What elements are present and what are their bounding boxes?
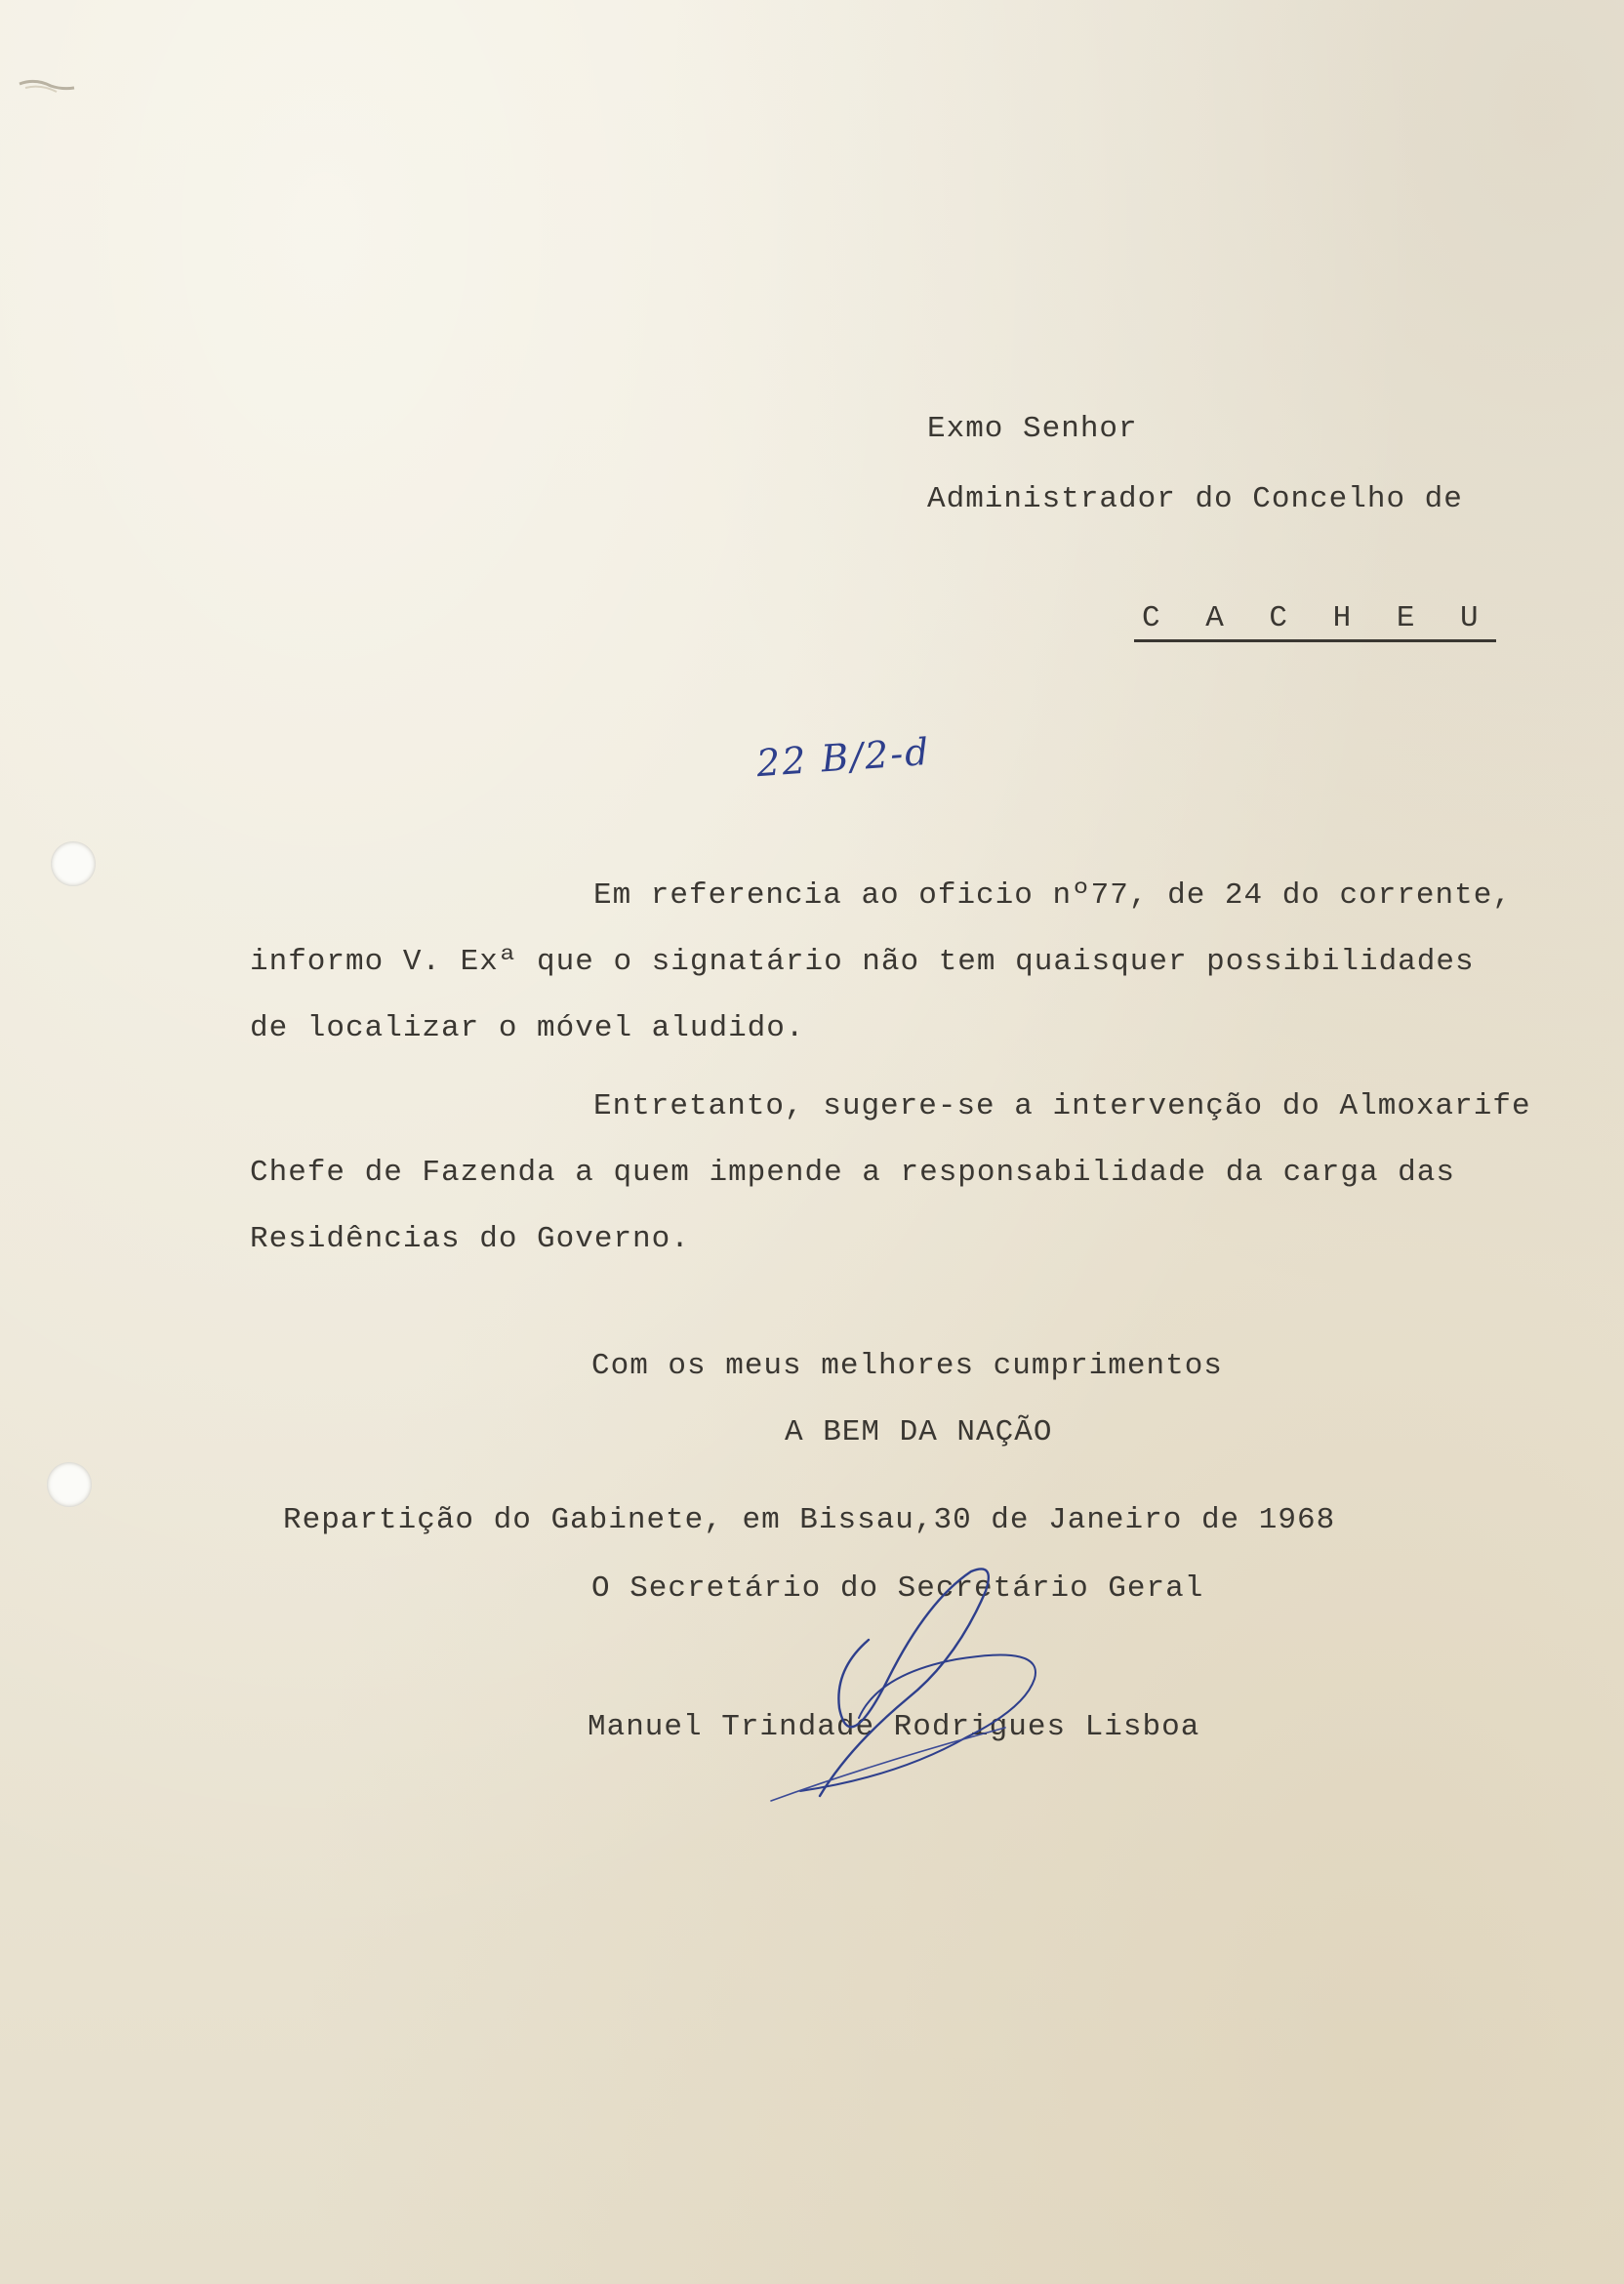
handwritten-signature [761,1552,1074,1806]
body-paragraph-2-line-3: Residências do Governo. [250,1222,690,1256]
body-paragraph-1-line-1: Em referencia ao oficio nº77, de 24 do corrente, [593,878,1512,913]
body-paragraph-1-line-2: informo V. Exª que o signatário não tem quaisquer possibilidades [250,945,1475,979]
handwritten-reference: 22 B/2-d [754,729,932,786]
body-paragraph-2-line-1: Entretanto, sugere-se a intervenção do Almoxarife [593,1089,1531,1123]
closing-greeting: Com os meus melhores cumprimentos [591,1349,1223,1383]
paper-tear-mark [18,76,76,98]
addressee-place: C A C H E U [1134,603,1496,642]
addressee-salutation: Exmo Senhor [927,412,1138,446]
punch-hole-bottom [47,1462,92,1507]
closing-motto: A BEM DA NAÇÃO [785,1415,1053,1449]
addressee-title: Administrador do Concelho de [927,482,1463,516]
closing-signer-role: O Secretário do Secretário Geral [591,1571,1204,1606]
closing-place-date: Repartição do Gabinete, em Bissau,30 de Janeiro de 1968 [283,1503,1336,1537]
body-paragraph-2-line-2: Chefe de Fazenda a quem impende a responsabilidade da carga das [250,1156,1455,1190]
closing-signer-name: Manuel Trindade Rodrigues Lisboa [588,1710,1200,1744]
body-paragraph-1-line-3: de localizar o móvel aludido. [250,1011,805,1045]
punch-hole-top [51,841,96,886]
